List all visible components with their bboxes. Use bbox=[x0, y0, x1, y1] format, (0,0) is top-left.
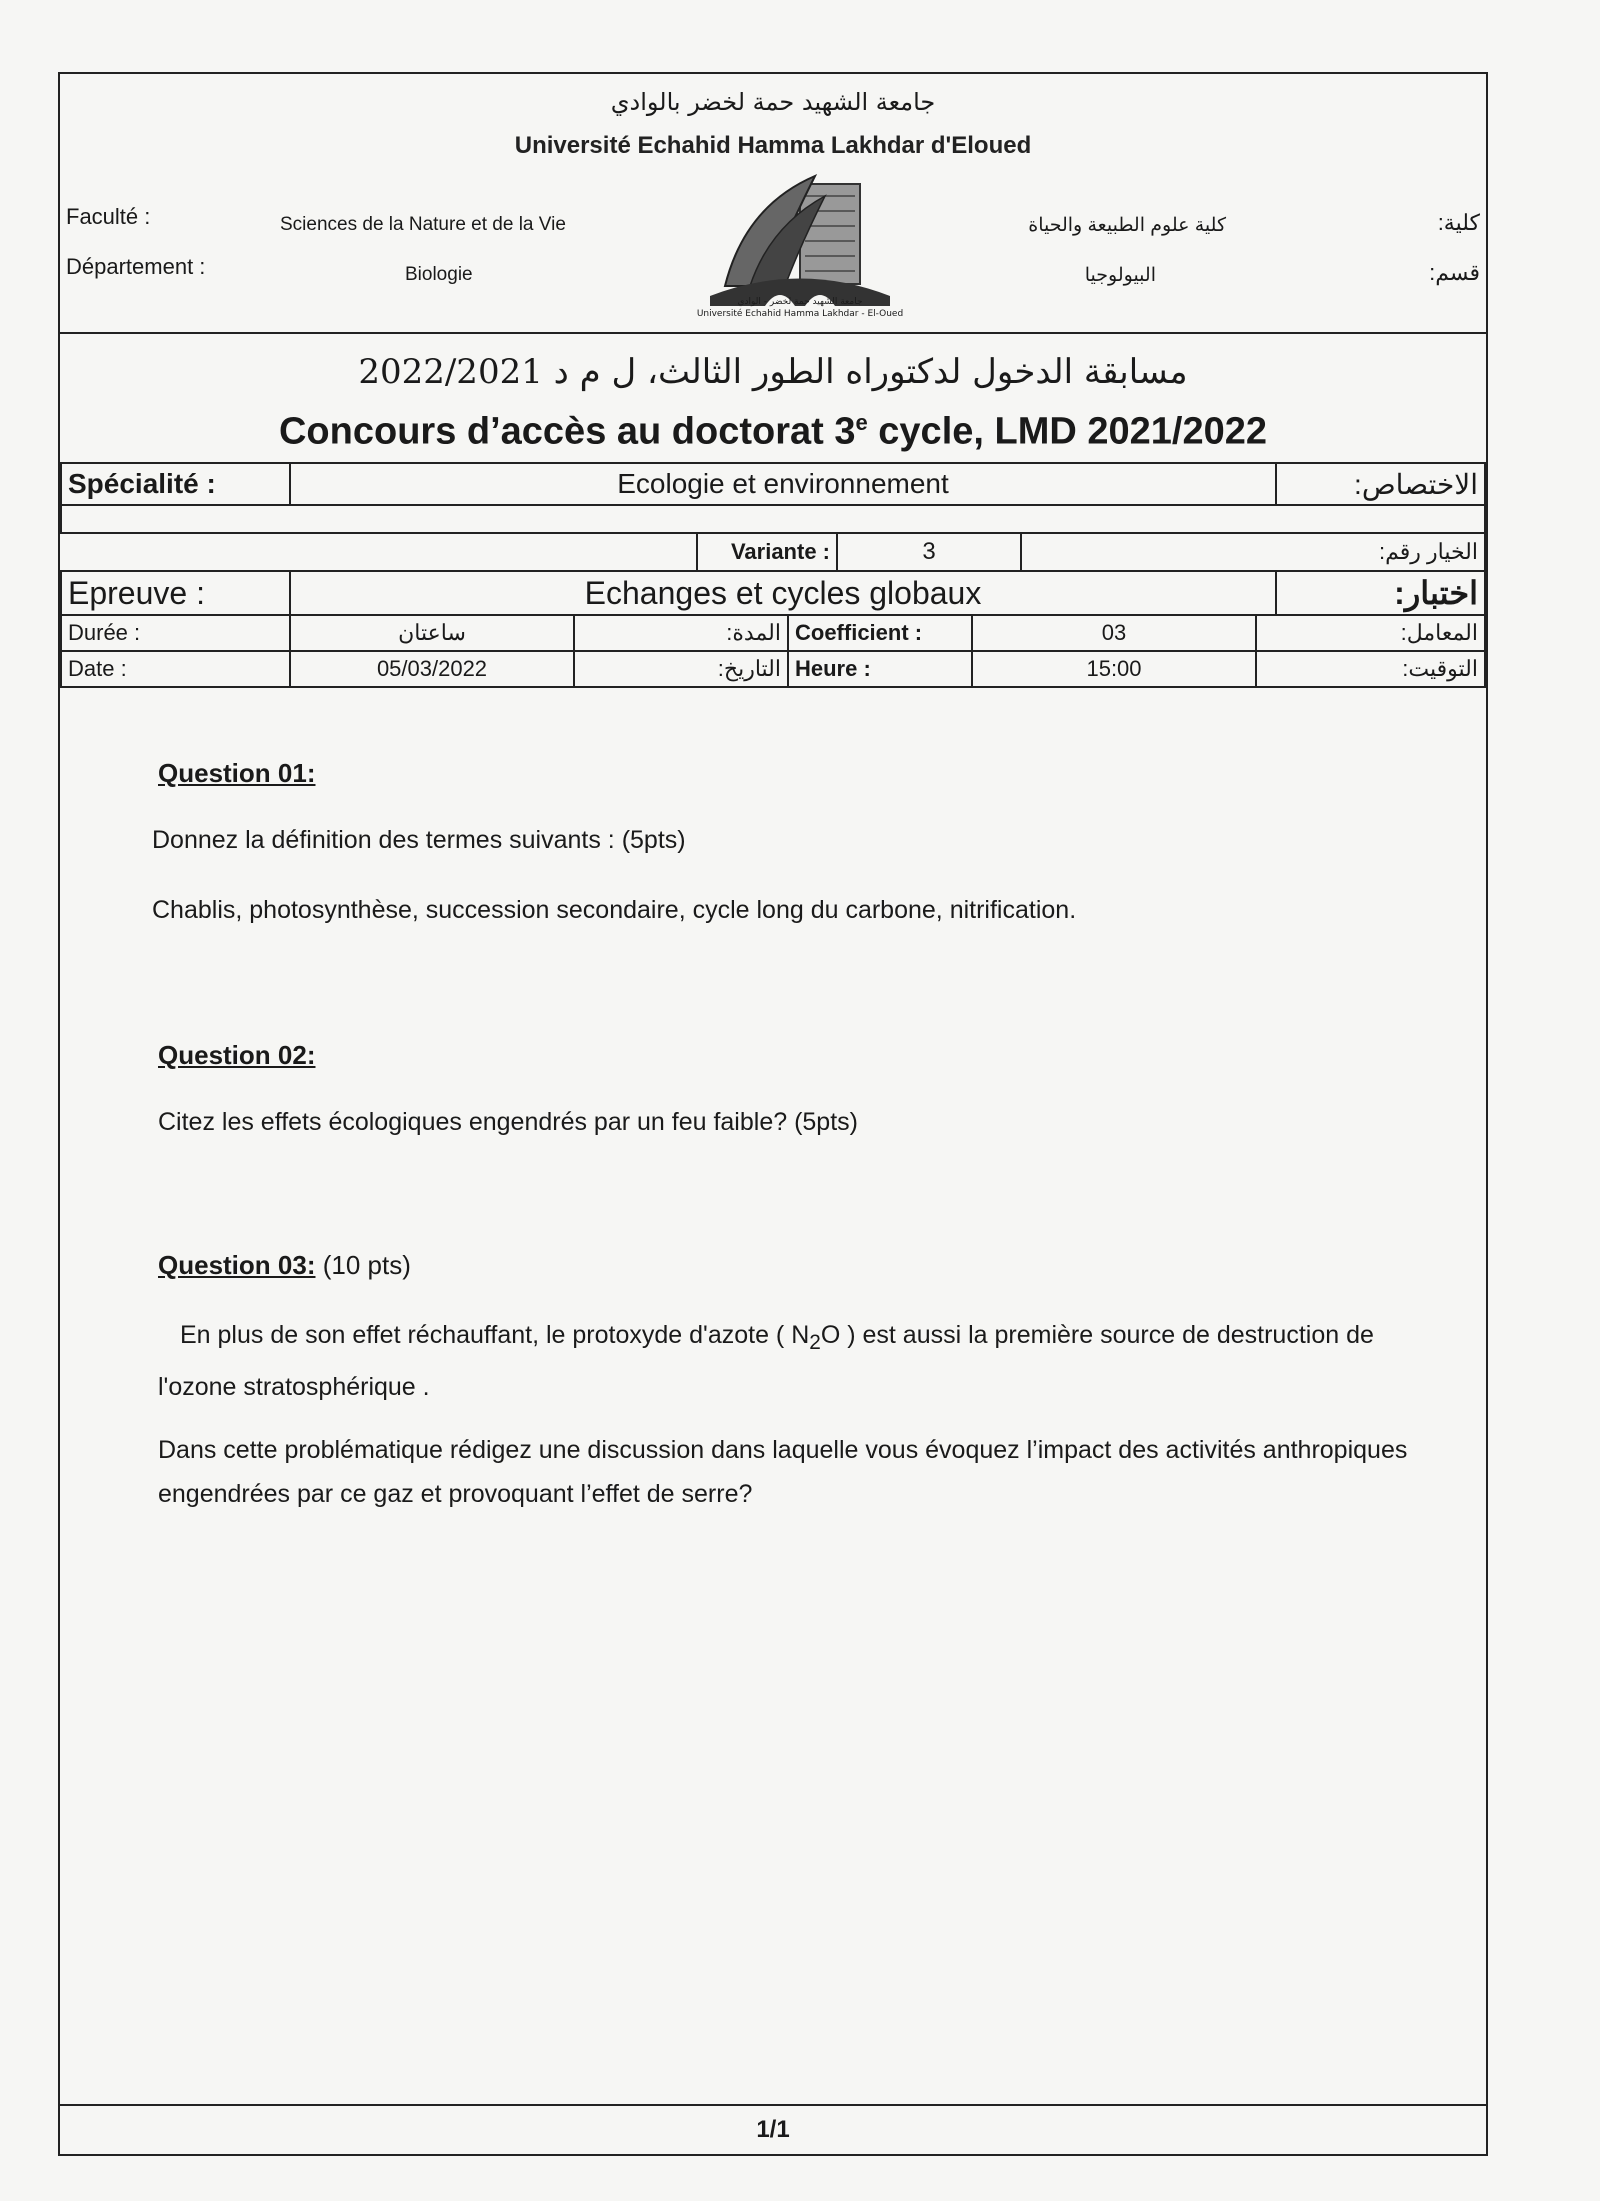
exam-titles bbox=[60, 332, 1486, 464]
question-01-text: Donnez la définition des termes suivants : (5pts) bbox=[152, 826, 686, 854]
title-fr-sup: e bbox=[855, 410, 868, 435]
date-ar-label: التاريخ: bbox=[574, 651, 788, 687]
variante-value: 3 bbox=[837, 533, 1021, 571]
title-ar: مسابقة الدخول لدكتوراه الطور الثالث، ل م د 2022/2021 bbox=[358, 352, 1188, 392]
heure-value: 15:00 bbox=[972, 651, 1256, 687]
logo-caption-ar: جامعة الشهيد حمة لخضر - الوادي bbox=[737, 297, 863, 307]
heure-label: Heure : bbox=[788, 651, 972, 687]
title-fr-pre: Concours d’accès au doctorat 3 bbox=[278, 410, 856, 453]
faculte-label: Faculté : bbox=[66, 204, 151, 229]
page-number: 1/1 bbox=[60, 2104, 1486, 2154]
question-03-p1-pre: En plus de son effet réchauffant, le protoxyde d'azote ( N bbox=[180, 1321, 810, 1349]
question-03-p1-post: O ) est aussi la première source de destruction de l'ozone stratosphérique . bbox=[158, 1321, 1374, 1401]
specialite-label: Spécialité : bbox=[61, 463, 290, 505]
specialite-row bbox=[60, 462, 1486, 506]
specialite-ar-label: الاختصاص: bbox=[1276, 463, 1485, 505]
question-01-title: Question 01: bbox=[158, 758, 316, 788]
title-fr bbox=[60, 410, 1486, 454]
epreuve-value: Echanges et cycles globaux bbox=[290, 571, 1276, 615]
date-row bbox=[60, 650, 1486, 688]
faculte-ar-label: كلية: bbox=[1437, 210, 1480, 235]
question-03-points: (10 pts) bbox=[315, 1250, 411, 1280]
heure-ar-label: التوقيت: bbox=[1256, 651, 1485, 687]
question-03-p1-sub: 2 bbox=[809, 1331, 821, 1354]
question-01-terms: Chablis, photosynthèse, succession secondaire, cycle long du carbone, nitrification. bbox=[152, 896, 1077, 924]
university-name-fr: Université Echahid Hamma Lakhdar d'Eloued bbox=[514, 132, 1032, 159]
departement-ar-label: قسم: bbox=[1429, 260, 1480, 285]
variante-ar-label: الخيار رقم: bbox=[1021, 533, 1485, 571]
specialite-value: Ecologie et environnement bbox=[290, 463, 1276, 505]
question-03-paragraph-1 bbox=[158, 1313, 1458, 1409]
logo-caption bbox=[690, 296, 910, 320]
faculte-ar-value: كلية علوم الطبيعة والحياة bbox=[1028, 215, 1226, 236]
question-03-heading bbox=[158, 1250, 411, 1281]
epreuve-row bbox=[60, 570, 1486, 616]
faculte-value: Sciences de la Nature et de la Vie bbox=[280, 214, 566, 235]
university-name-ar: جامعة الشهيد حمة لخضر بالوادي bbox=[610, 88, 936, 116]
departement-ar-value: البيولوجيا bbox=[1084, 265, 1156, 286]
date-value: 05/03/2022 bbox=[290, 651, 574, 687]
spacer-cell bbox=[61, 505, 1485, 533]
departement-label: Département : bbox=[66, 254, 206, 279]
variante-label: Variante : bbox=[697, 533, 837, 571]
spacer-row bbox=[60, 504, 1486, 534]
duree-row bbox=[60, 614, 1486, 652]
date-label: Date : bbox=[61, 651, 290, 687]
duree-ar-label: المدة: bbox=[574, 615, 788, 651]
header bbox=[60, 74, 1486, 334]
exam-frame bbox=[58, 72, 1488, 2156]
coef-value: 03 bbox=[972, 615, 1256, 651]
question-03-paragraph-2: Dans cette problématique rédigez une discussion dans laquelle vous évoquez l’impact des activités anthropiques engendrées par ce gaz et provoquant l’effet de serre? bbox=[158, 1436, 1408, 1508]
title-fr-post: cycle, LMD 2021/2022 bbox=[867, 410, 1267, 453]
coef-ar-label: المعامل: bbox=[1256, 615, 1485, 651]
departement-value: Biologie bbox=[405, 264, 473, 285]
variante-pad-left bbox=[60, 533, 697, 571]
questions-area bbox=[60, 686, 1486, 2098]
epreuve-ar-label: اختبار: bbox=[1276, 571, 1485, 615]
duree-value: ساعتان bbox=[290, 615, 574, 651]
question-02-title: Question 02: bbox=[158, 1040, 316, 1070]
question-02-text: Citez les effets écologiques engendrés par un feu faible? (5pts) bbox=[158, 1108, 858, 1136]
question-03-title: Question 03: bbox=[158, 1250, 316, 1280]
coef-label: Coefficient : bbox=[788, 615, 972, 651]
logo-caption-fr: Université Echahid Hamma Lakhdar - El-Oued bbox=[696, 309, 904, 319]
epreuve-label: Epreuve : bbox=[61, 571, 290, 615]
duree-label: Durée : bbox=[61, 615, 290, 651]
variante-row bbox=[60, 532, 1486, 572]
